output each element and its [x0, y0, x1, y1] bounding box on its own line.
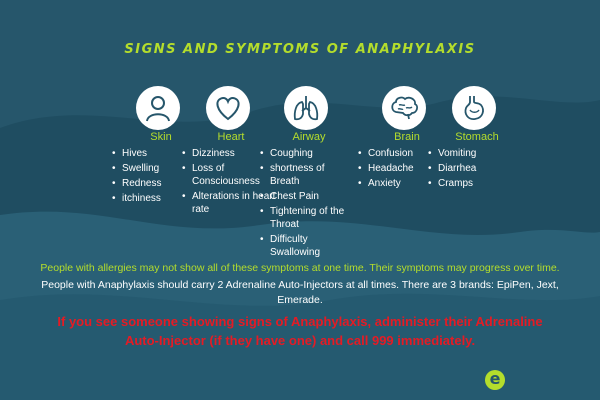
person-icon: [136, 86, 180, 130]
allergy-note: People with allergies may not show all of these symptoms at one time. Their symptoms may progress over time.: [40, 262, 560, 274]
list-item: • Dizziness: [180, 147, 276, 160]
symptom-list: [258, 147, 354, 259]
emergency-warning-line: Auto-Injector (if they have one) and call 999 immediately.: [124, 333, 476, 348]
lungs-icon: [284, 86, 328, 130]
list-item: • Swelling: [110, 162, 206, 175]
list-item: • shortness of Breath: [258, 162, 354, 188]
emergency-warning: [0, 312, 600, 350]
stomach-icon: [452, 86, 496, 130]
list-item: • Loss of Consciousness: [180, 162, 276, 188]
list-item: • Headache: [356, 162, 452, 175]
list-item: • Redness: [110, 177, 206, 190]
category-label: Stomach: [455, 131, 499, 143]
category-label: Skin: [150, 131, 172, 143]
auto-injector-note: [0, 278, 600, 308]
category-stomach: [426, 86, 522, 192]
symptom-list: [426, 147, 522, 190]
category-label: Heart: [217, 131, 245, 143]
list-item: • Confusion: [356, 147, 452, 160]
list-item: • Anxiety: [356, 177, 452, 190]
brain-icon: [382, 86, 426, 130]
list-item: • Tightening of the Throat: [258, 205, 354, 231]
list-item: • Diarrhea: [426, 162, 522, 175]
list-item: • Chest Pain: [258, 190, 354, 203]
list-item: • Hives: [110, 147, 206, 160]
list-item: • Vomiting: [426, 147, 522, 160]
list-item: • Alterations in heart rate: [180, 190, 276, 216]
category-label: Airway: [292, 131, 326, 143]
list-item: • Coughing: [258, 147, 354, 160]
category-airway: [258, 86, 354, 261]
page-title: SIGNS AND SYMPTOMS OF ANAPHYLAXIS: [124, 42, 476, 57]
emergency-warning-line: If you see someone showing signs of Anaphylaxis, administer their Adrenaline: [57, 314, 543, 329]
list-item: • Cramps: [426, 177, 522, 190]
auto-injector-note-line: Emerade.: [277, 294, 323, 306]
brand-logo-icon: e: [485, 370, 505, 390]
list-item: • itchiness: [110, 192, 206, 205]
auto-injector-note-line: People with Anaphylaxis should carry 2 Adrenaline Auto-Injectors at all times. There are 3 brands: EpiPen, Jext,: [41, 279, 559, 291]
heart-icon: [206, 86, 250, 130]
list-item: • Difficulty Swallowing: [258, 233, 354, 259]
category-label: Brain: [394, 131, 420, 143]
